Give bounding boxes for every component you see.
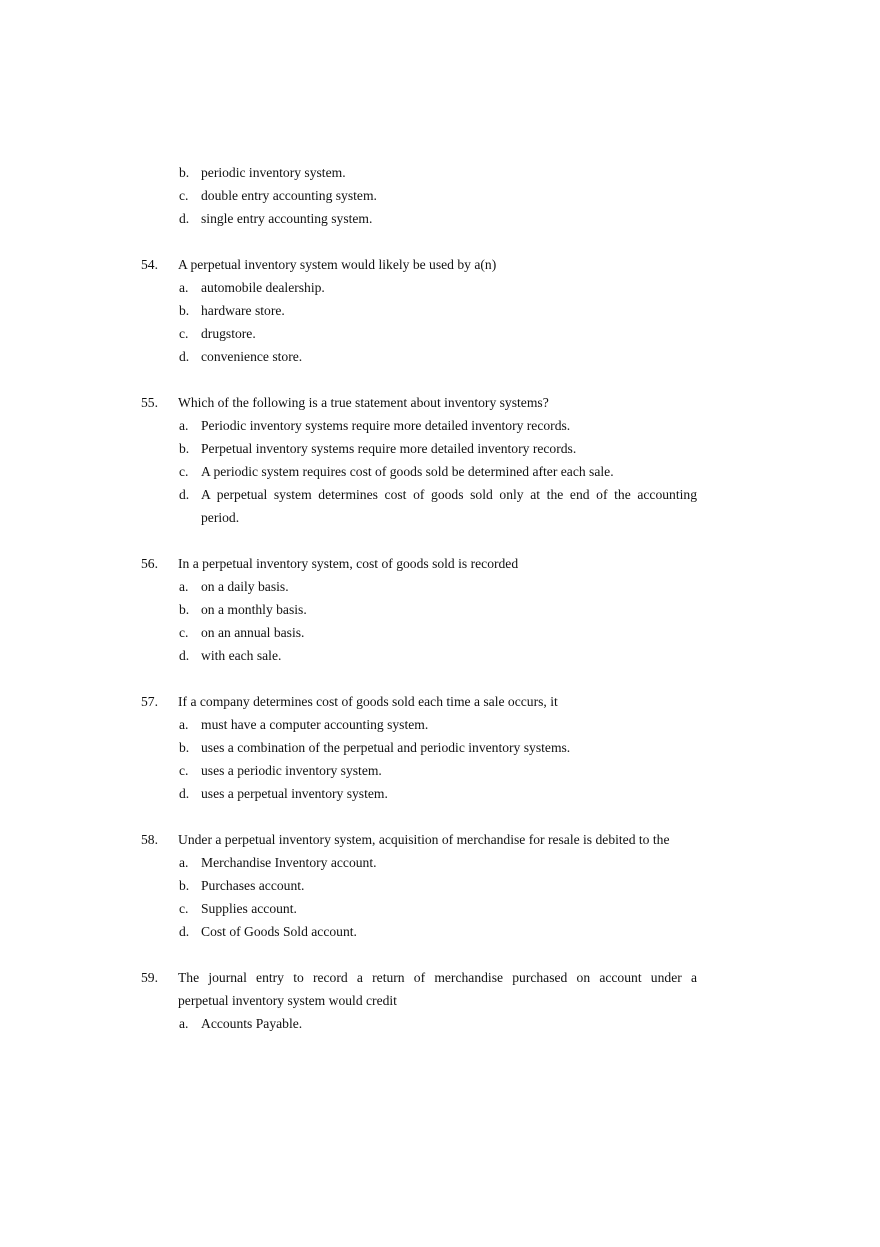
question-58	[141, 828, 697, 943]
option-text	[201, 483, 697, 529]
question-stem	[141, 391, 697, 414]
option-letter: a.	[179, 579, 189, 594]
option-text: automobile dealership.	[201, 280, 325, 295]
option-text: must have a computer accounting system.	[201, 717, 429, 732]
option-53-c	[141, 184, 697, 207]
option-letter: a.	[179, 1016, 189, 1031]
option-text: Cost of Goods Sold account.	[201, 924, 357, 939]
option-letter: a.	[179, 717, 189, 732]
question-text: A perpetual inventory system would likely be used by a(n)	[178, 257, 497, 272]
option-letter: d.	[179, 211, 190, 226]
option-58-a	[141, 851, 697, 874]
option-letter: c.	[179, 901, 189, 916]
option-letter: d.	[179, 924, 190, 939]
option-text: uses a combination of the perpetual and periodic inventory systems.	[201, 740, 571, 755]
option-53-d	[141, 207, 697, 230]
option-letter: b.	[179, 165, 190, 180]
option-text: A periodic system requires cost of goods sold be determined after each sale.	[201, 464, 614, 479]
option-letter: c.	[179, 326, 189, 341]
option-letter: b.	[179, 303, 190, 318]
option-letter: d.	[179, 648, 190, 663]
option-text: on a monthly basis.	[201, 602, 307, 617]
option-54-b	[141, 299, 697, 322]
option-55-b	[141, 437, 697, 460]
option-text: Perpetual inventory systems require more detailed inventory records.	[201, 441, 577, 456]
question-text	[178, 966, 697, 1012]
option-text: on an annual basis.	[201, 625, 305, 640]
option-letter: c.	[179, 188, 189, 203]
option-letter: c.	[179, 625, 189, 640]
option-text: Purchases account.	[201, 878, 305, 893]
option-text: Merchandise Inventory account.	[201, 855, 377, 870]
question-text-line2: perpetual inventory system would credit	[178, 993, 397, 1008]
question-number: 59.	[141, 970, 158, 985]
option-56-c	[141, 621, 697, 644]
question-number: 58.	[141, 832, 158, 847]
option-text: hardware store.	[201, 303, 285, 318]
option-letter: b.	[179, 441, 190, 456]
option-57-d	[141, 782, 697, 805]
option-57-c	[141, 759, 697, 782]
option-letter: d.	[179, 349, 190, 364]
question-number: 56.	[141, 556, 158, 571]
question-text: If a company determines cost of goods sold each time a sale occurs, it	[178, 694, 558, 709]
option-letter: a.	[179, 418, 189, 433]
question-54	[141, 253, 697, 368]
option-text: uses a periodic inventory system.	[201, 763, 382, 778]
option-58-c	[141, 897, 697, 920]
question-stem	[141, 253, 697, 276]
option-text: Accounts Payable.	[201, 1016, 303, 1031]
option-letter: a.	[179, 280, 189, 295]
option-letter: b.	[179, 602, 190, 617]
question-stem	[141, 552, 697, 575]
question-stem	[141, 966, 697, 1012]
question-text: In a perpetual inventory system, cost of goods sold is recorded	[178, 556, 519, 571]
question-number: 54.	[141, 257, 158, 272]
option-text: single entry accounting system.	[201, 211, 373, 226]
option-54-a	[141, 276, 697, 299]
option-text: uses a perpetual inventory system.	[201, 786, 388, 801]
option-letter: d.	[179, 487, 190, 502]
option-55-a	[141, 414, 697, 437]
option-59-a	[141, 1012, 697, 1035]
option-57-b	[141, 736, 697, 759]
option-57-a	[141, 713, 697, 736]
option-letter: d.	[179, 786, 190, 801]
option-55-c	[141, 460, 697, 483]
option-55-d	[141, 483, 697, 529]
option-text: Supplies account.	[201, 901, 297, 916]
question-list	[141, 161, 697, 1035]
option-text-line2: period.	[201, 510, 240, 525]
option-58-b	[141, 874, 697, 897]
option-text: with each sale.	[201, 648, 282, 663]
option-letter: c.	[179, 763, 189, 778]
option-text: on a daily basis.	[201, 579, 289, 594]
option-letter: a.	[179, 855, 189, 870]
option-text: drugstore.	[201, 326, 256, 341]
question-text: Under a perpetual inventory system, acquisition of merchandise for resale is debited to the	[178, 832, 670, 847]
question-stem	[141, 690, 697, 713]
question-text-line1: The journal entry to record a return of merchandise purchased on account under a	[178, 970, 697, 985]
option-letter: c.	[179, 464, 189, 479]
option-text: convenience store.	[201, 349, 303, 364]
option-54-d	[141, 345, 697, 368]
question-55	[141, 391, 697, 529]
option-letter: b.	[179, 878, 190, 893]
question-number: 57.	[141, 694, 158, 709]
question-number: 55.	[141, 395, 158, 410]
option-text: periodic inventory system.	[201, 165, 346, 180]
question-56	[141, 552, 697, 667]
question-59	[141, 966, 697, 1035]
option-text: double entry accounting system.	[201, 188, 377, 203]
option-text-line1: A perpetual system determines cost of goods sold only at the end of the accounting	[201, 487, 697, 502]
option-56-d	[141, 644, 697, 667]
option-letter: b.	[179, 740, 190, 755]
option-text: Periodic inventory systems require more detailed inventory records.	[201, 418, 571, 433]
question-text: Which of the following is a true statement about inventory systems?	[178, 395, 549, 410]
option-54-c	[141, 322, 697, 345]
question-stem	[141, 828, 697, 851]
option-56-b	[141, 598, 697, 621]
question-57	[141, 690, 697, 805]
option-58-d	[141, 920, 697, 943]
option-56-a	[141, 575, 697, 598]
option-53-b	[141, 161, 697, 184]
question-53-continuation	[141, 161, 697, 230]
